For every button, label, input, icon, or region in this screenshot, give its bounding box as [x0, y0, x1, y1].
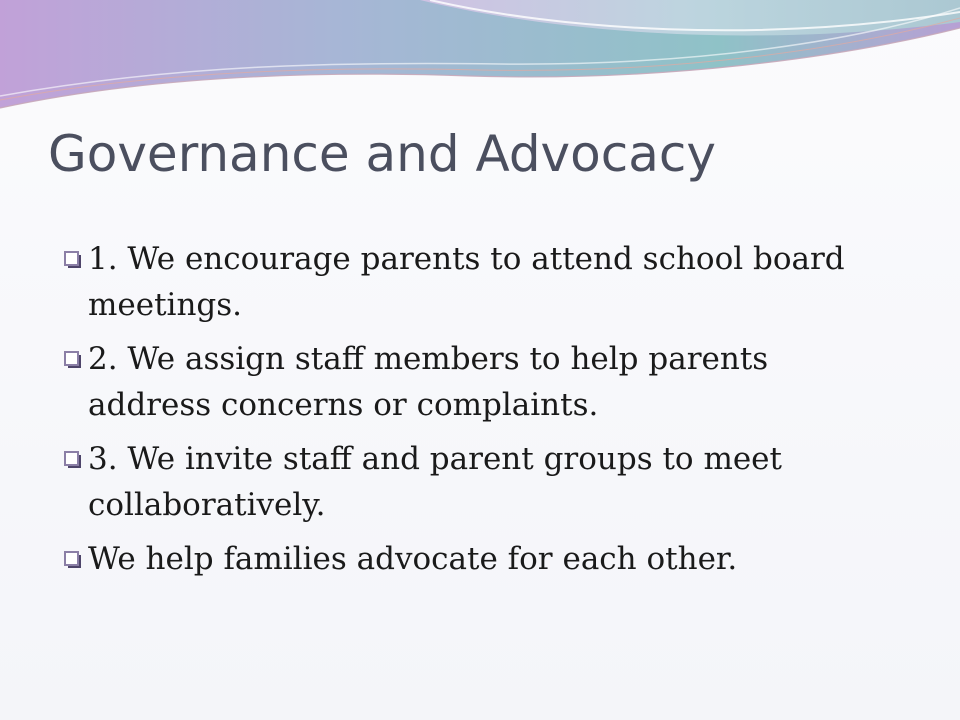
- checkbox-bullet-icon: [64, 351, 82, 369]
- checkbox-bullet-icon: [64, 251, 82, 269]
- bullet-text: We help families advocate for each other.: [88, 541, 738, 577]
- bullet-item: [64, 236, 894, 328]
- header-wave-decoration: [0, 0, 960, 120]
- bullet-text: 2. We assign staff members to help parents address concerns or complaints.: [88, 341, 769, 423]
- bullet-item: [64, 436, 894, 528]
- checkbox-bullet-icon: [64, 551, 82, 569]
- slide-title: Governance and Advocacy: [48, 125, 716, 183]
- bullet-text: 3. We invite staff and parent groups to meet collaboratively.: [88, 441, 782, 523]
- bullet-list: [64, 236, 894, 590]
- bullet-item: [64, 536, 894, 582]
- bullet-text: 1. We encourage parents to attend school board meetings.: [88, 241, 845, 323]
- bullet-item: [64, 336, 894, 428]
- checkbox-bullet-icon: [64, 451, 82, 469]
